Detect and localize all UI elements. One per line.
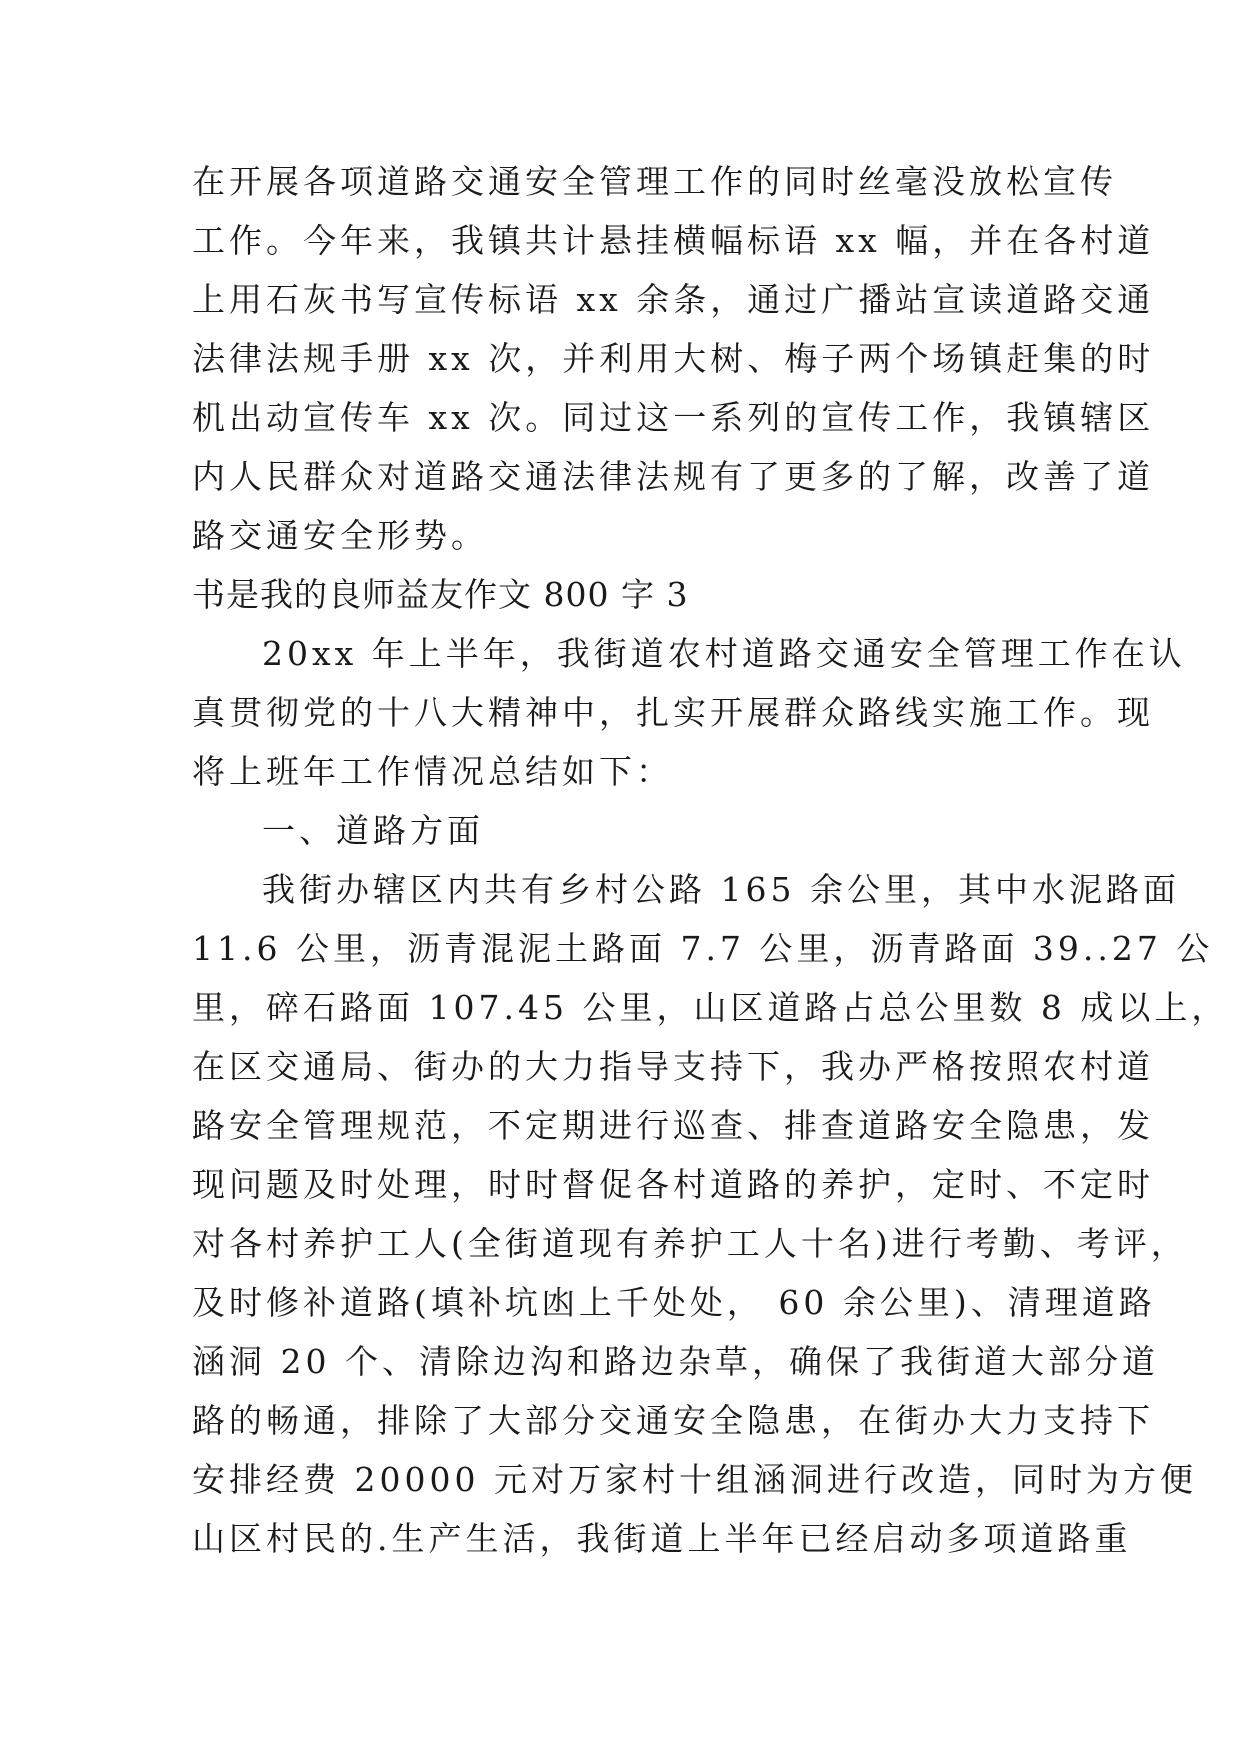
- text-line: 11.6 公里，沥青混泥土路面 7.7 公里，沥青路面 39..27 公: [192, 929, 1214, 968]
- text-line: 对各村养护工人(全街道现有养护工人十名)进行考勤、考评，: [192, 1224, 1188, 1263]
- text-line: 在区交通局、街办的大力指导支持下，我办严格按照农村道: [192, 1047, 1154, 1086]
- text-line: 在开展各项道路交通安全管理工作的同时丝毫没放松宣传: [192, 162, 1117, 201]
- text-line: 路的畅通，排除了大部分交通安全隐患，在街办大力支持下: [192, 1401, 1154, 1440]
- text-line: 及时修补道路(填补坑凼上千处处， 60 余公里)、清理道路: [192, 1283, 1156, 1322]
- text-line: 工作。今年来，我镇共计悬挂横幅标语 xx 幅，并在各村道: [192, 221, 1155, 260]
- text-line: 真贯彻党的十八大精神中，扎实开展群众路线实施工作。现: [192, 693, 1154, 732]
- document-body: [192, 152, 1229, 1568]
- text-line: 路交通安全形势。: [192, 516, 488, 555]
- text-line: 现问题及时处理，时时督促各村道路的养护，定时、不定时: [192, 1165, 1154, 1204]
- text-line: 我街办辖区内共有乡村公路 165 余公里，其中水泥路面: [262, 870, 1180, 909]
- text-line: 20xx 年上半年，我街道农村道路交通安全管理工作在认: [262, 634, 1186, 673]
- text-line: 将上班年工作情况总结如下：: [192, 752, 673, 791]
- section-title: 书是我的良师益友作文 800 字 3: [192, 575, 689, 614]
- text-line: 安排经费 20000 元对万家村十组涵洞进行改造，同时为方便: [192, 1460, 1197, 1499]
- text-line: 涵洞 20 个、清除边沟和路边杂草，确保了我街道大部分道: [192, 1342, 1159, 1381]
- text-line: 山区村民的.生产生活，我街道上半年已经启动多项道路重: [192, 1519, 1132, 1558]
- text-line: 内人民群众对道路交通法律法规有了更多的了解，改善了道: [192, 457, 1154, 496]
- text-line: 一、道路方面: [262, 811, 484, 850]
- text-line: 上用石灰书写宣传标语 xx 余条，通过广播站宣读道路交通: [192, 280, 1155, 319]
- text-line: 里，碎石路面 107.45 公里，山区道路占总公里数 8 成以上，: [192, 988, 1229, 1027]
- text-line: 法律法规手册 xx 次，并利用大树、梅子两个场镇赶集的时: [192, 339, 1155, 378]
- text-line: 路安全管理规范，不定期进行巡查、排查道路安全隐患，发: [192, 1106, 1154, 1145]
- text-line: 机出动宣传车 xx 次。同过这一系列的宣传工作，我镇辖区: [192, 398, 1155, 437]
